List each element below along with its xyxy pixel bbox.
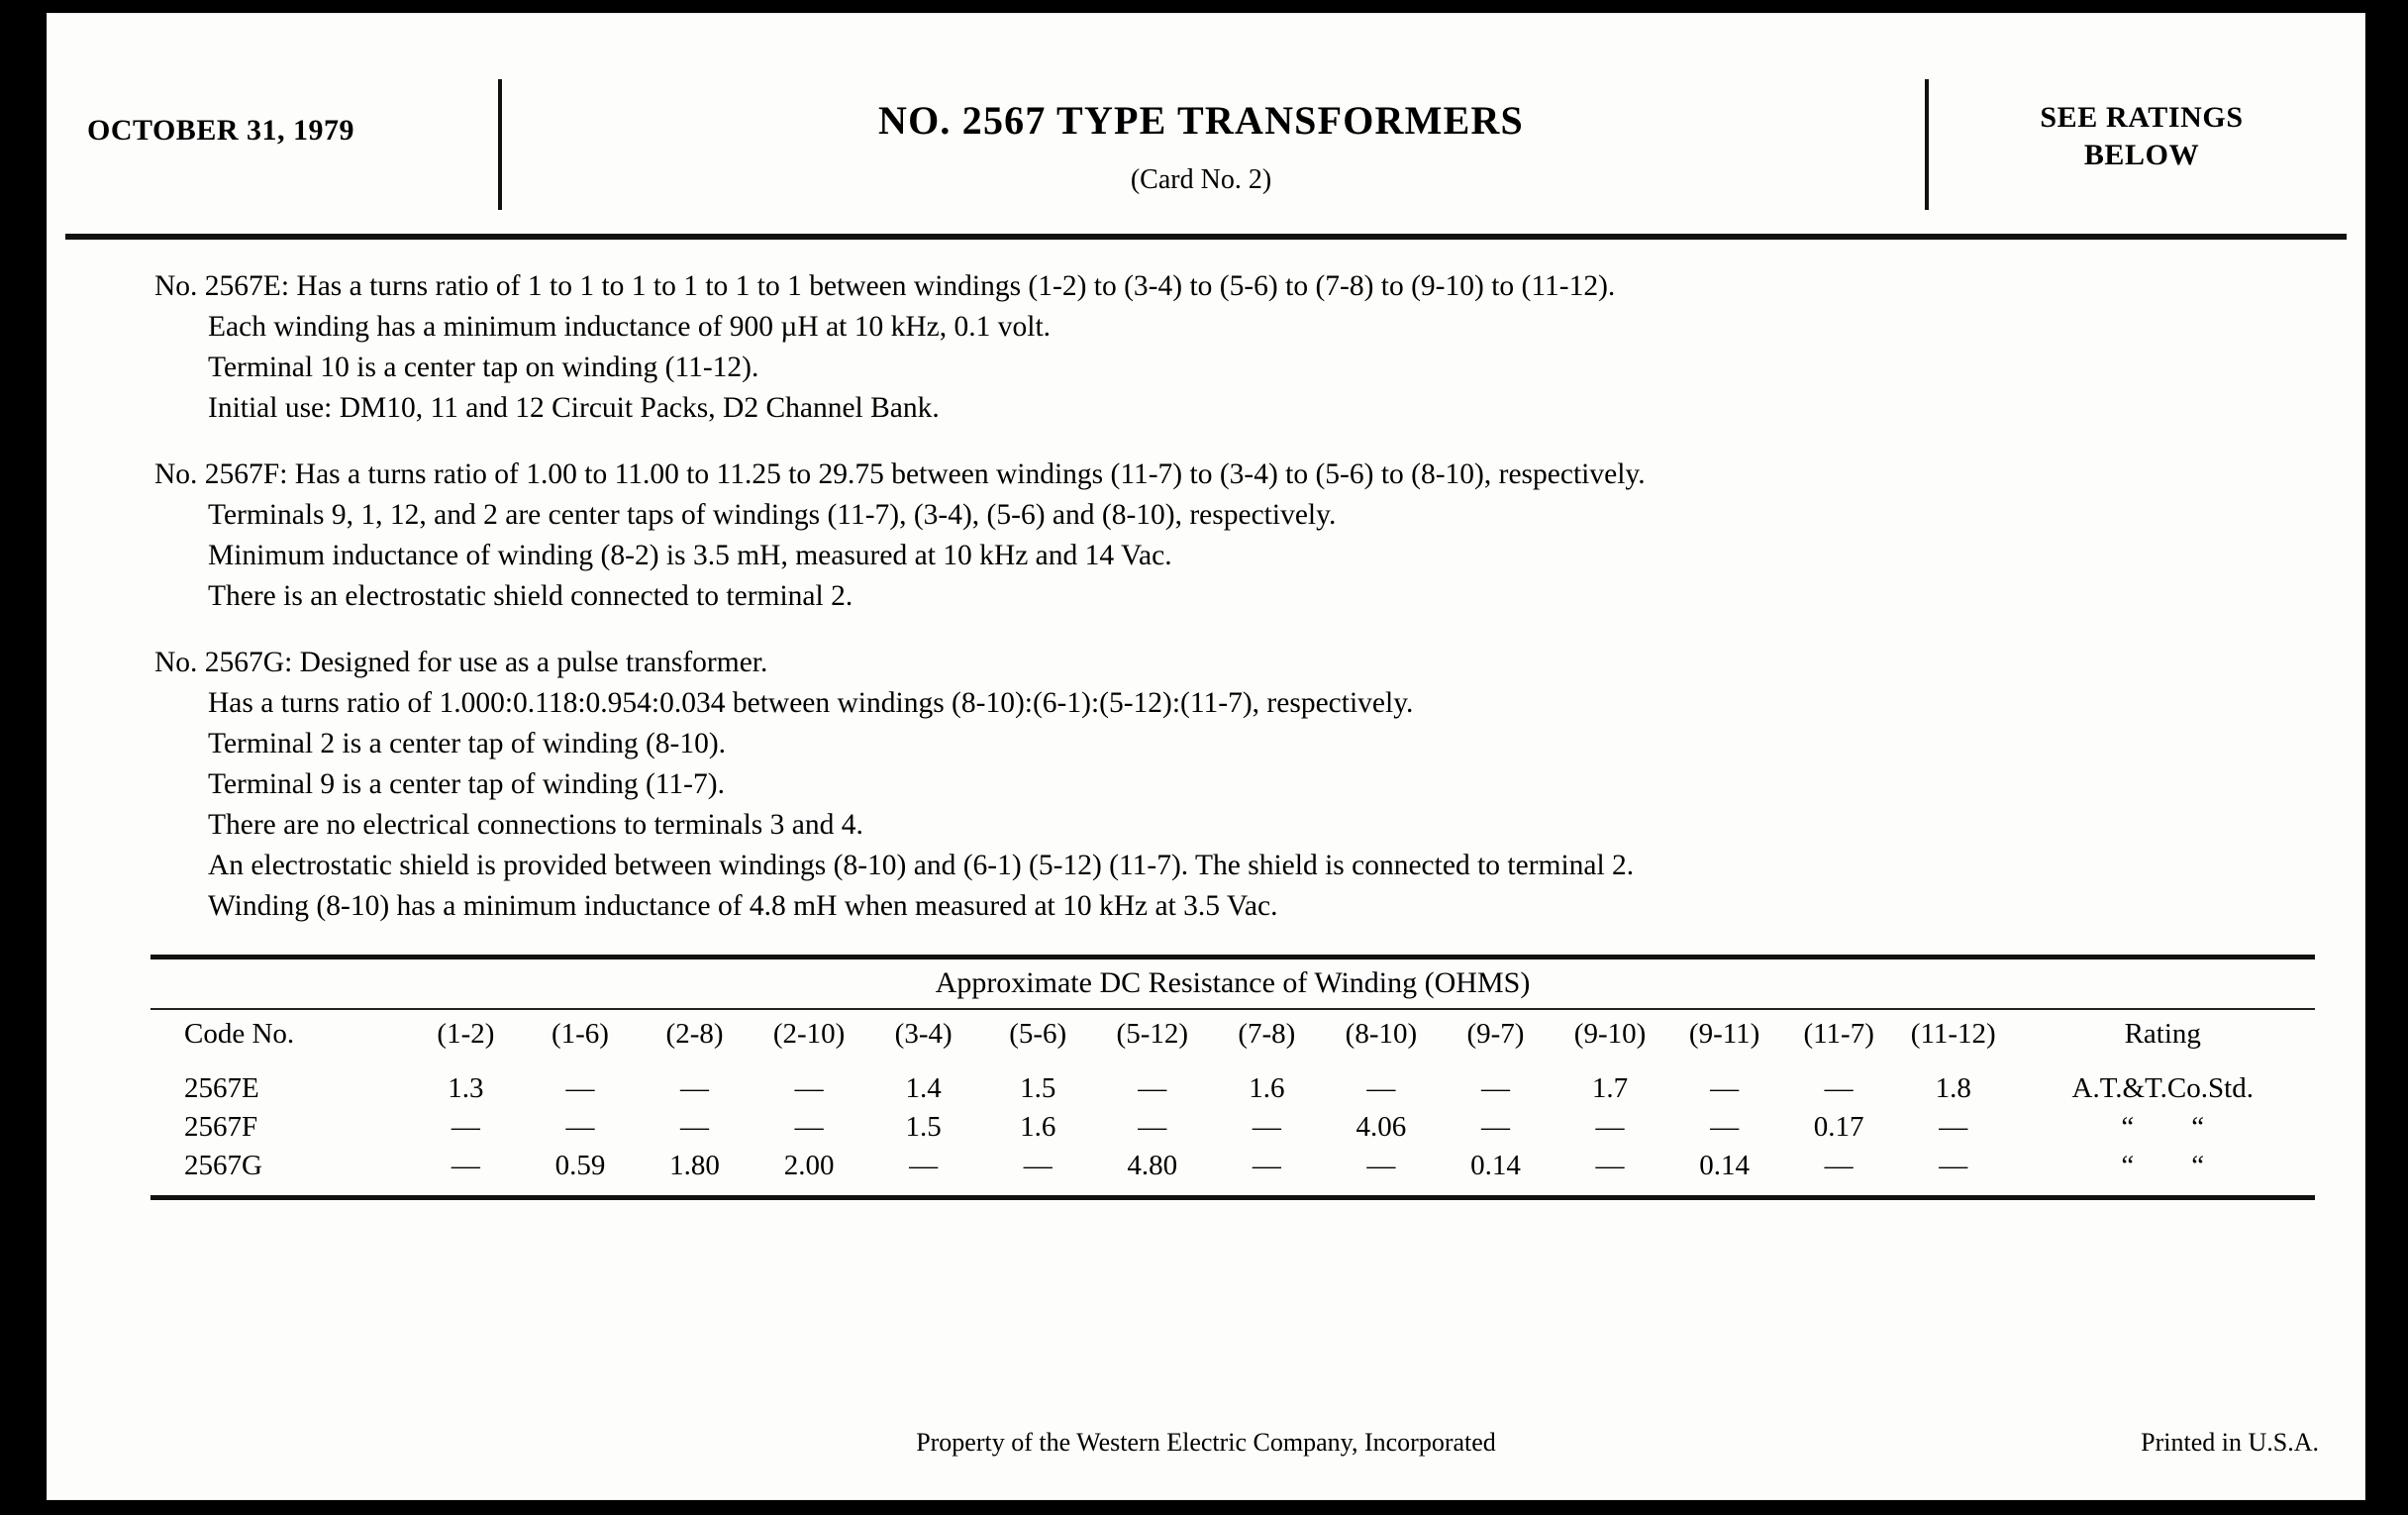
- section-line: Minimum inductance of winding (8-2) is 3.5 mH, measured at 10 kHz and 14 Vac.: [208, 540, 1172, 571]
- table-caption: Approximate DC Resistance of Winding (OHMS): [935, 966, 1531, 999]
- cell: —: [794, 1072, 824, 1104]
- table-body: [150, 1060, 2315, 1185]
- cell: —: [680, 1072, 710, 1104]
- col-head-5-12: (5-12): [1116, 1018, 1189, 1050]
- cell: 1.5: [905, 1111, 942, 1143]
- table: [150, 1010, 2315, 1185]
- section-2567F: [48, 454, 2364, 617]
- cell: —: [1138, 1111, 1167, 1143]
- cell: —: [1366, 1072, 1396, 1104]
- cell: 0.14: [1470, 1150, 1521, 1181]
- cell: —: [909, 1150, 939, 1181]
- cell: 1.3: [448, 1072, 484, 1104]
- cell-rating: “ “: [2121, 1150, 2205, 1181]
- ratings-note-line1: SEE RATINGS: [2040, 101, 2244, 134]
- col-head-11-12: (11-12): [1910, 1018, 1996, 1050]
- cell: —: [1480, 1072, 1510, 1104]
- cell-rating: “ “: [2121, 1111, 2205, 1143]
- header-divider-left: [498, 79, 502, 210]
- col-head-8-10: (8-10): [1345, 1018, 1418, 1050]
- col-head-code: Code No.: [184, 1018, 295, 1050]
- col-head-3-4: (3-4): [894, 1018, 953, 1050]
- cell: 1.4: [905, 1072, 942, 1104]
- section-line: An electrostatic shield is provided between windings (8-10) and (6-1) (5-12) (11-7). The shield is connected to terminal 2.: [208, 850, 1635, 881]
- section-line: Terminal 10 is a center tap on winding (11-12).: [208, 352, 759, 383]
- cell: —: [1710, 1111, 1740, 1143]
- col-head-5-6: (5-6): [1009, 1018, 1067, 1050]
- cell: —: [1366, 1150, 1396, 1181]
- section-line: There are no electrical connections to terminals 3 and 4.: [208, 809, 863, 841]
- cell: —: [1595, 1150, 1625, 1181]
- body-content: [48, 266, 2364, 953]
- col-head-1-2: (1-2): [437, 1018, 495, 1050]
- cell: —: [1939, 1111, 1968, 1143]
- cell: 0.14: [1699, 1150, 1750, 1181]
- cell: —: [1595, 1111, 1625, 1143]
- col-head-1-6: (1-6): [551, 1018, 609, 1050]
- cell: —: [451, 1150, 480, 1181]
- cell: —: [794, 1111, 824, 1143]
- cell-code: 2567G: [184, 1150, 262, 1181]
- card-footer: [48, 1428, 2364, 1467]
- cell: —: [1138, 1072, 1167, 1104]
- col-head-2-8: (2-8): [665, 1018, 724, 1050]
- cell: —: [1252, 1150, 1281, 1181]
- section-line: Terminal 2 is a center tap of winding (8-10).: [208, 728, 727, 759]
- table-row: [150, 1108, 2315, 1147]
- cell-rating: A.T.&T.Co.Std.: [2071, 1072, 2254, 1104]
- header-rule: [65, 234, 2347, 240]
- col-head-9-11: (9-11): [1688, 1018, 1760, 1050]
- section-line: Each winding has a minimum inductance of 900 µH at 10 kHz, 0.1 volt.: [208, 311, 1052, 343]
- cell: 1.5: [1020, 1072, 1056, 1104]
- cell: —: [451, 1111, 480, 1143]
- cell: 1.7: [1591, 1072, 1629, 1104]
- col-head-rating: Rating: [2124, 1018, 2201, 1050]
- col-head-2-10: (2-10): [772, 1018, 846, 1050]
- section-line: Terminal 9 is a center tap of winding (11-7).: [208, 768, 725, 800]
- document-card: [48, 14, 2364, 1499]
- footer-printed-note: Printed in U.S.A.: [2141, 1428, 2319, 1457]
- cell: 1.6: [1249, 1072, 1285, 1104]
- section-2567G: [48, 643, 2364, 927]
- section-line: No. 2567E: Has a turns ratio of 1 to 1 to 1 to 1 to 1 to 1 between windings (1-2) to (3-4) to (5-6) to (7-8) to (9-10) to (11-12).: [154, 270, 1616, 302]
- col-head-9-10: (9-10): [1573, 1018, 1647, 1050]
- ratings-note: [1939, 99, 2345, 175]
- table-header-row: [150, 1010, 2315, 1060]
- section-2567E: [48, 266, 2364, 429]
- page-title: NO. 2567 TYPE TRANSFORMERS: [877, 98, 1525, 143]
- table-bottom-rule: [150, 1195, 2315, 1200]
- section-line: No. 2567F: Has a turns ratio of 1.00 to 11.00 to 11.25 to 29.75 between windings (11-7) to (3-4) to (5-6) to (8-10), respectively.: [154, 458, 1646, 490]
- issue-date: OCTOBER 31, 1979: [87, 114, 354, 147]
- cell: —: [1023, 1150, 1053, 1181]
- cell: —: [565, 1111, 595, 1143]
- header-divider-right: [1925, 79, 1929, 210]
- card-number: (Card No. 2): [1130, 164, 1272, 195]
- cell: —: [1480, 1111, 1510, 1143]
- cell: 0.17: [1813, 1111, 1864, 1143]
- col-head-7-8: (7-8): [1238, 1018, 1296, 1050]
- cell: —: [1252, 1111, 1281, 1143]
- section-line: Has a turns ratio of 1.000:0.118:0.954:0.034 between windings (8-10):(6-1):(5-12):(11-7), respectively.: [208, 687, 1414, 719]
- section-line: Winding (8-10) has a minimum inductance of 4.8 mH when measured at 10 kHz at 3.5 Vac.: [208, 890, 1278, 922]
- cell: 1.80: [669, 1150, 720, 1181]
- cell: 4.06: [1355, 1111, 1407, 1143]
- cell: —: [1710, 1072, 1740, 1104]
- footer-property-note: Property of the Western Electric Company, Incorporated: [916, 1428, 1496, 1457]
- col-head-11-7: (11-7): [1803, 1018, 1874, 1050]
- section-line: No. 2567G: Designed for use as a pulse transformer.: [154, 647, 768, 678]
- cell: 1.8: [1935, 1072, 1971, 1104]
- cell: —: [1824, 1072, 1854, 1104]
- section-line: Terminals 9, 1, 12, and 2 are center taps of windings (11-7), (3-4), (5-6) and (8-10), respectively.: [208, 499, 1337, 531]
- cell: 1.6: [1020, 1111, 1056, 1143]
- cell-code: 2567F: [184, 1111, 258, 1143]
- cell: —: [1824, 1150, 1854, 1181]
- cell: 2.00: [783, 1150, 835, 1181]
- cell: 0.59: [554, 1150, 606, 1181]
- resistance-table: [150, 955, 2315, 1200]
- ratings-note-line2: BELOW: [2083, 139, 2200, 172]
- section-line: There is an electrostatic shield connected to terminal 2.: [208, 580, 853, 612]
- table-row: [150, 1060, 2315, 1108]
- cell-code: 2567E: [184, 1072, 259, 1104]
- table-row: [150, 1147, 2315, 1185]
- card-header: [48, 14, 2364, 195]
- cell: —: [680, 1111, 710, 1143]
- col-head-9-7: (9-7): [1466, 1018, 1525, 1050]
- cell: 4.80: [1127, 1150, 1178, 1181]
- section-line: Initial use: DM10, 11 and 12 Circuit Packs, D2 Channel Bank.: [208, 392, 940, 424]
- cell: —: [565, 1072, 595, 1104]
- cell: —: [1939, 1150, 1968, 1181]
